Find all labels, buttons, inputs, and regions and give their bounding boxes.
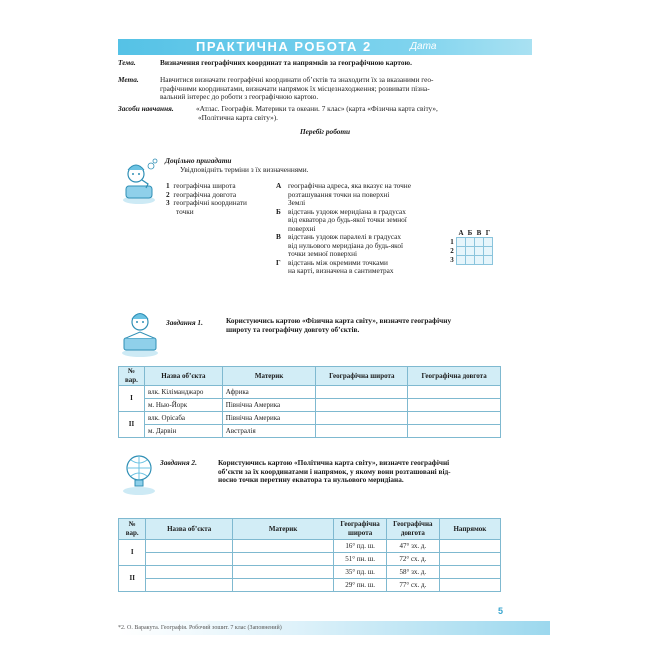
task2-table (118, 518, 501, 592)
topic-label: Тема. (118, 58, 136, 67)
recall-title: Доцільно пригадати (165, 156, 232, 165)
object-name-answer-cell[interactable] (146, 579, 233, 592)
tools-line: «Політична карта світу»). (198, 112, 278, 122)
table-header-row (119, 367, 501, 386)
table-row (119, 579, 501, 592)
term-item: 3 географічні координати (166, 198, 247, 207)
grid-cell[interactable] (484, 247, 493, 256)
header-bar (118, 39, 532, 55)
table-header: Географічна широта (334, 519, 387, 540)
longitude-cell: 47° зх. д. (386, 540, 439, 553)
tools-label: Засоби навчання. (118, 104, 174, 113)
date-label: Дата (410, 41, 437, 52)
continent-cell: Північна Америка (222, 412, 316, 425)
grid-cell[interactable] (475, 238, 484, 247)
definition-item: В відстань уздовж паралелі в градусах від нульового меридіана до будь-якої точки земної поверхні (276, 232, 404, 258)
table-row (119, 386, 501, 399)
task1-text: Користуючись картою «Фізична карта світу», визначте географічну широту та географічну довготу об’єктів. (226, 316, 452, 334)
task2-label: Завдання 2. (160, 458, 197, 467)
variant-cell: II (119, 566, 146, 592)
procedure-heading: Перебіг роботи (300, 127, 351, 136)
footnote: *2. О. Варакута. Географія. Робочий зошит. 7 клас (Заповнений) (118, 625, 282, 631)
direction-answer-cell[interactable] (439, 579, 500, 592)
latitude-answer-cell[interactable] (316, 425, 408, 438)
tools-line: «Атлас. Географія. Материки та океани. 7 клас» (карта «Фізична карта світу», (196, 104, 438, 113)
continent-cell: Північна Америка (222, 399, 316, 412)
object-name-cell: влк. Кіліманджаро (144, 386, 222, 399)
term-item: 2 географічна довгота (166, 189, 237, 199)
object-name-cell: м. Нью-Йорк (144, 399, 222, 412)
pupil-reading-icon (118, 308, 162, 358)
continent-answer-cell[interactable] (232, 579, 333, 592)
definition-item: Г відстань між окремими точками на карті, визначена в сантиметрах (276, 257, 394, 275)
definition-item: Б відстань уздовж меридіана в градусах від екватора до будь-якої точки земної поверхні (276, 206, 407, 233)
longitude-cell: 72° сх. д. (386, 553, 439, 566)
task1-label: Завдання 1. (166, 318, 203, 327)
grid-cell[interactable] (466, 256, 475, 265)
latitude-answer-cell[interactable] (316, 399, 408, 412)
direction-answer-cell[interactable] (439, 540, 500, 553)
longitude-answer-cell[interactable] (408, 412, 501, 425)
topic-text: Визначення географічних координат та напрямків за географічною картою. (160, 58, 412, 67)
grid-cell[interactable] (457, 247, 466, 256)
definitions-list (276, 182, 446, 276)
object-name-cell: м. Дарвін (144, 425, 222, 438)
table-row (119, 425, 501, 438)
variant-cell: II (119, 412, 145, 438)
longitude-answer-cell[interactable] (408, 399, 501, 412)
table-row (119, 553, 501, 566)
terms-list (166, 182, 247, 216)
grid-col-label: Б (467, 229, 473, 237)
continent-cell: Африка (222, 386, 316, 399)
answer-grid (448, 229, 493, 265)
variant-cell: I (119, 386, 145, 412)
grid-cell[interactable] (475, 256, 484, 265)
grid-cell[interactable] (457, 256, 466, 265)
table-header: Назва об’єкта (146, 519, 233, 540)
table-header: Географічна широта (316, 367, 408, 386)
table-header: № вар. (119, 519, 146, 540)
grid-cell[interactable] (466, 247, 475, 256)
object-name-answer-cell[interactable] (146, 553, 233, 566)
grid-col-label: А (458, 229, 464, 237)
goal-label: Мета. (118, 75, 139, 84)
grid-cell[interactable] (475, 247, 484, 256)
object-name-answer-cell[interactable] (146, 540, 233, 553)
object-name-answer-cell[interactable] (146, 566, 233, 579)
table-header: Географічна довгота (386, 519, 439, 540)
latitude-answer-cell[interactable] (316, 412, 408, 425)
goal-line: вальний інтерес до роботи з географічною картою. (160, 92, 319, 101)
latitude-cell: 51° пн. ш. (334, 553, 387, 566)
thinking-pupil-icon (118, 158, 160, 206)
table-header: Напрямок (439, 519, 500, 540)
continent-cell: Австралія (222, 425, 316, 438)
goal-line: Навчитися визначати географічні координати об’єктів та знаходити їх за вказаними гео- (160, 75, 434, 84)
table-row (119, 399, 501, 412)
grid-row-label: 1 (450, 238, 454, 246)
longitude-answer-cell[interactable] (408, 386, 501, 399)
continent-answer-cell[interactable] (232, 566, 333, 579)
grid-cell[interactable] (484, 238, 493, 247)
term-item: 1 географічна широта (166, 181, 236, 190)
goal-line: графічними координатами, визначати напрямок їх місцезнаходження; розвивати пізна- (160, 83, 430, 93)
table-row (119, 540, 501, 553)
page-title: ПРАКТИЧНА РОБОТА 2 (196, 39, 372, 54)
tools-text (196, 105, 438, 122)
grid-cell[interactable] (457, 238, 466, 247)
definition-item: А географічна адреса, яка вказує на точне розташування точки на поверхні Землі (276, 181, 411, 207)
term-item: точки (176, 206, 194, 216)
task1-table (118, 366, 501, 438)
table-row (119, 566, 501, 579)
grid-row-label: 3 (450, 256, 454, 264)
page-number: 5 (498, 606, 504, 616)
latitude-cell: 35° пд. ш. (334, 566, 387, 579)
pupil-globe-icon (118, 448, 160, 496)
grid-cell[interactable] (466, 238, 475, 247)
longitude-cell: 58° зх. д. (386, 566, 439, 579)
grid-col-label: В (476, 229, 482, 237)
table-header: Географічна довгота (408, 367, 501, 386)
continent-answer-cell[interactable] (232, 540, 333, 553)
latitude-answer-cell[interactable] (316, 386, 408, 399)
table-header: Материк (232, 519, 333, 540)
latitude-cell: 16° пд. ш. (334, 540, 387, 553)
direction-answer-cell[interactable] (439, 553, 500, 566)
grid-cell[interactable] (484, 256, 493, 265)
table-header: № вар. (119, 367, 145, 386)
longitude-answer-cell[interactable] (408, 425, 501, 438)
task2-text: Користуючись картою «Політична карта світу», визначте географічні об’єкти за їх координатами і напрямок, у якому вони розташовані від- носно точки перетину екватора та нульового меридіана. (218, 458, 451, 484)
grid-col-label: Г (485, 229, 491, 237)
direction-answer-cell[interactable] (439, 566, 500, 579)
longitude-cell: 77° сх. д. (386, 579, 439, 592)
grid-row-label: 2 (450, 247, 454, 255)
goal-text (160, 76, 433, 102)
continent-answer-cell[interactable] (232, 553, 333, 566)
table-header: Назва об’єкта (144, 367, 222, 386)
topic-row (118, 59, 136, 68)
variant-cell: I (119, 540, 146, 566)
table-header: Материк (222, 367, 316, 386)
recall-instruction: Увідповідніть терміни з їх визначеннями. (180, 165, 309, 174)
object-name-cell: влк. Орісаба (144, 412, 222, 425)
table-row (119, 412, 501, 425)
table-header-row (119, 519, 501, 540)
latitude-cell: 29° пн. ш. (334, 579, 387, 592)
